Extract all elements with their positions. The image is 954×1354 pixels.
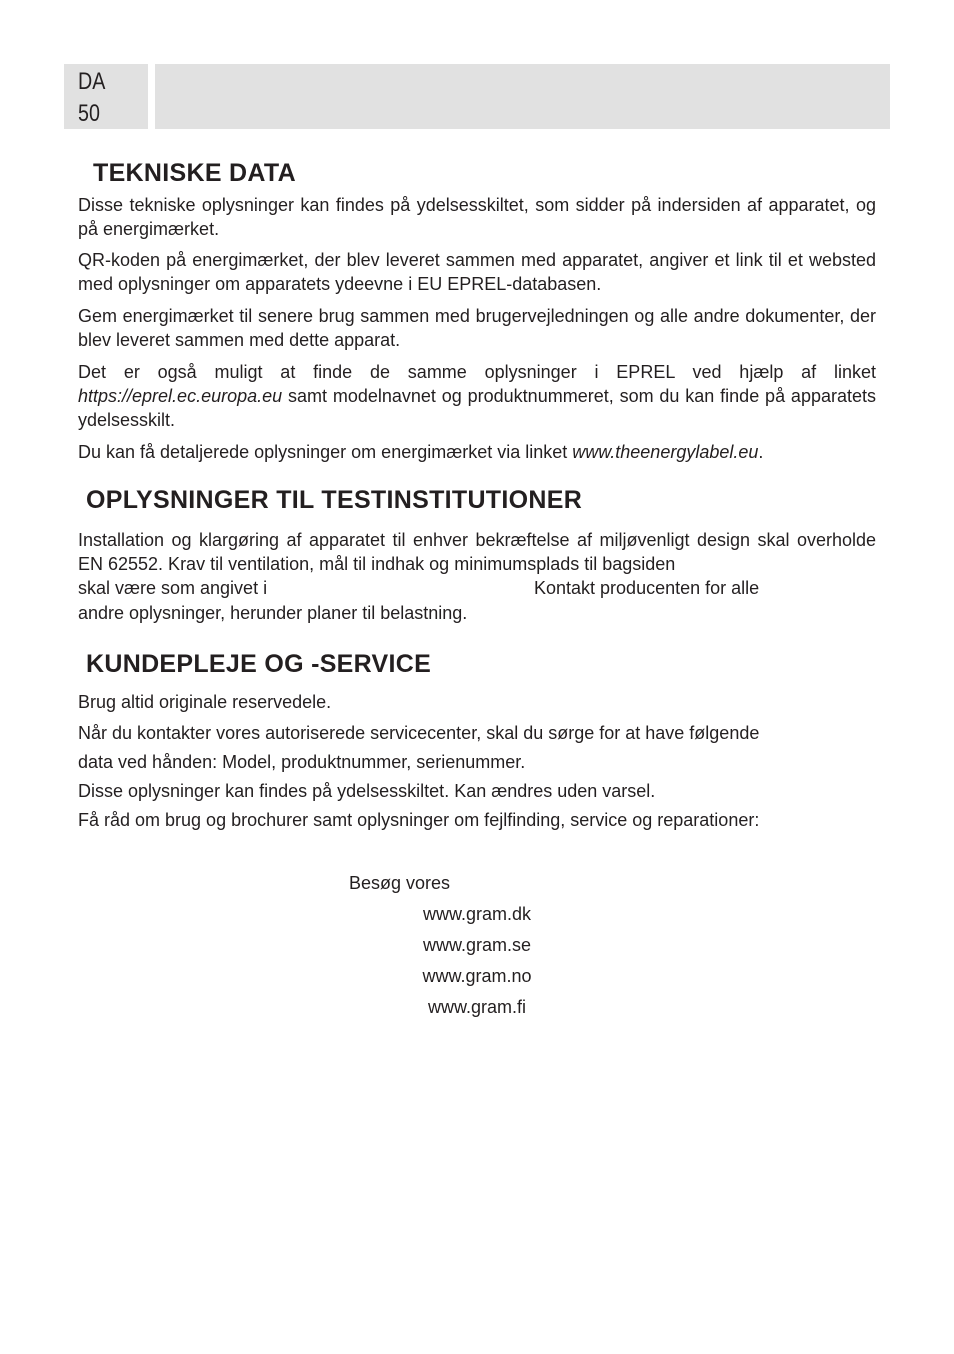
test-line-3a: skal være som angivet i [78,578,268,598]
url-gram-fi[interactable]: www.gram.fi [427,997,526,1017]
language-code: DA [78,68,106,95]
tech-paragraph-4: Det er også muligt at finde de samme oplysninger i EPREL ved hjælp af linket https://eprel.ec.europa.eu samt modelnavnet og produktnummeret, som du kan finde på apparatets ydelsesskilt. [78,362,876,430]
header-bar [155,64,890,129]
eprel-link[interactable]: https://eprel.ec.europa.eu [78,386,283,406]
page-number: 50 [78,100,100,127]
tech-paragraph-2: QR-koden på energimærket, der blev leveret sammen med apparatet, angiver et link til et websted med oplysninger om apparatets ydeevne i EU EPREL-databasen. [78,250,876,294]
tech-paragraph-5: Du kan få detaljerede oplysninger om energimærket via linket www.theenergylabel.eu. [78,442,764,462]
service-line-5: Få råd om brug og brochurer samt oplysninger om fejlfinding, service og reparationer: [78,810,760,830]
url-gram-se[interactable]: www.gram.se [422,935,532,955]
tech-paragraph-1: Disse tekniske oplysninger kan findes på ydelsesskiltet, som sidder på indersiden af apparatet, og på energimærket. [78,195,876,239]
service-line-2: Når du kontakter vores autoriserede servicecenter, skal du sørge for at have følgende [78,723,760,743]
service-line-3: data ved hånden: Model, produktnummer, serienummer. [78,752,526,772]
visit-label: Besøg vores [349,873,451,893]
service-line-4: Disse oplysninger kan findes på ydelsesskiltet. Kan ændres uden varsel. [78,781,656,801]
test-line-4: andre oplysninger, herunder planer til belastning. [78,603,468,623]
language-page-box [64,64,148,129]
heading-testinstitutioner: OPLYSNINGER TIL TESTINSTITUTIONER [86,486,583,514]
tech-paragraph-3: Gem energimærket til senere brug sammen med brugervejledningen og alle andre dokumenter, der blev leveret sammen med dette apparat. [78,306,876,350]
test-paragraph-lines-1-2: Installation og klargøring af apparatet til enhver bekræftelse af miljøvenligt design skal overholde EN 62552. Krav til ventilation, mål til indhak og minimumsplads til bagsiden [78,530,876,574]
heading-kundepleje: KUNDEPLEJE OG -SERVICE [86,650,432,678]
url-gram-dk[interactable]: www.gram.dk [422,904,532,924]
test-line-3b: Kontakt producenten for alle [534,578,760,598]
heading-tekniske-data: TEKNISKE DATA [93,159,296,187]
service-line-1: Brug altid originale reservedele. [78,692,332,712]
energylabel-link[interactable]: www.theenergylabel.eu [572,442,759,462]
url-gram-no[interactable]: www.gram.no [422,966,532,986]
